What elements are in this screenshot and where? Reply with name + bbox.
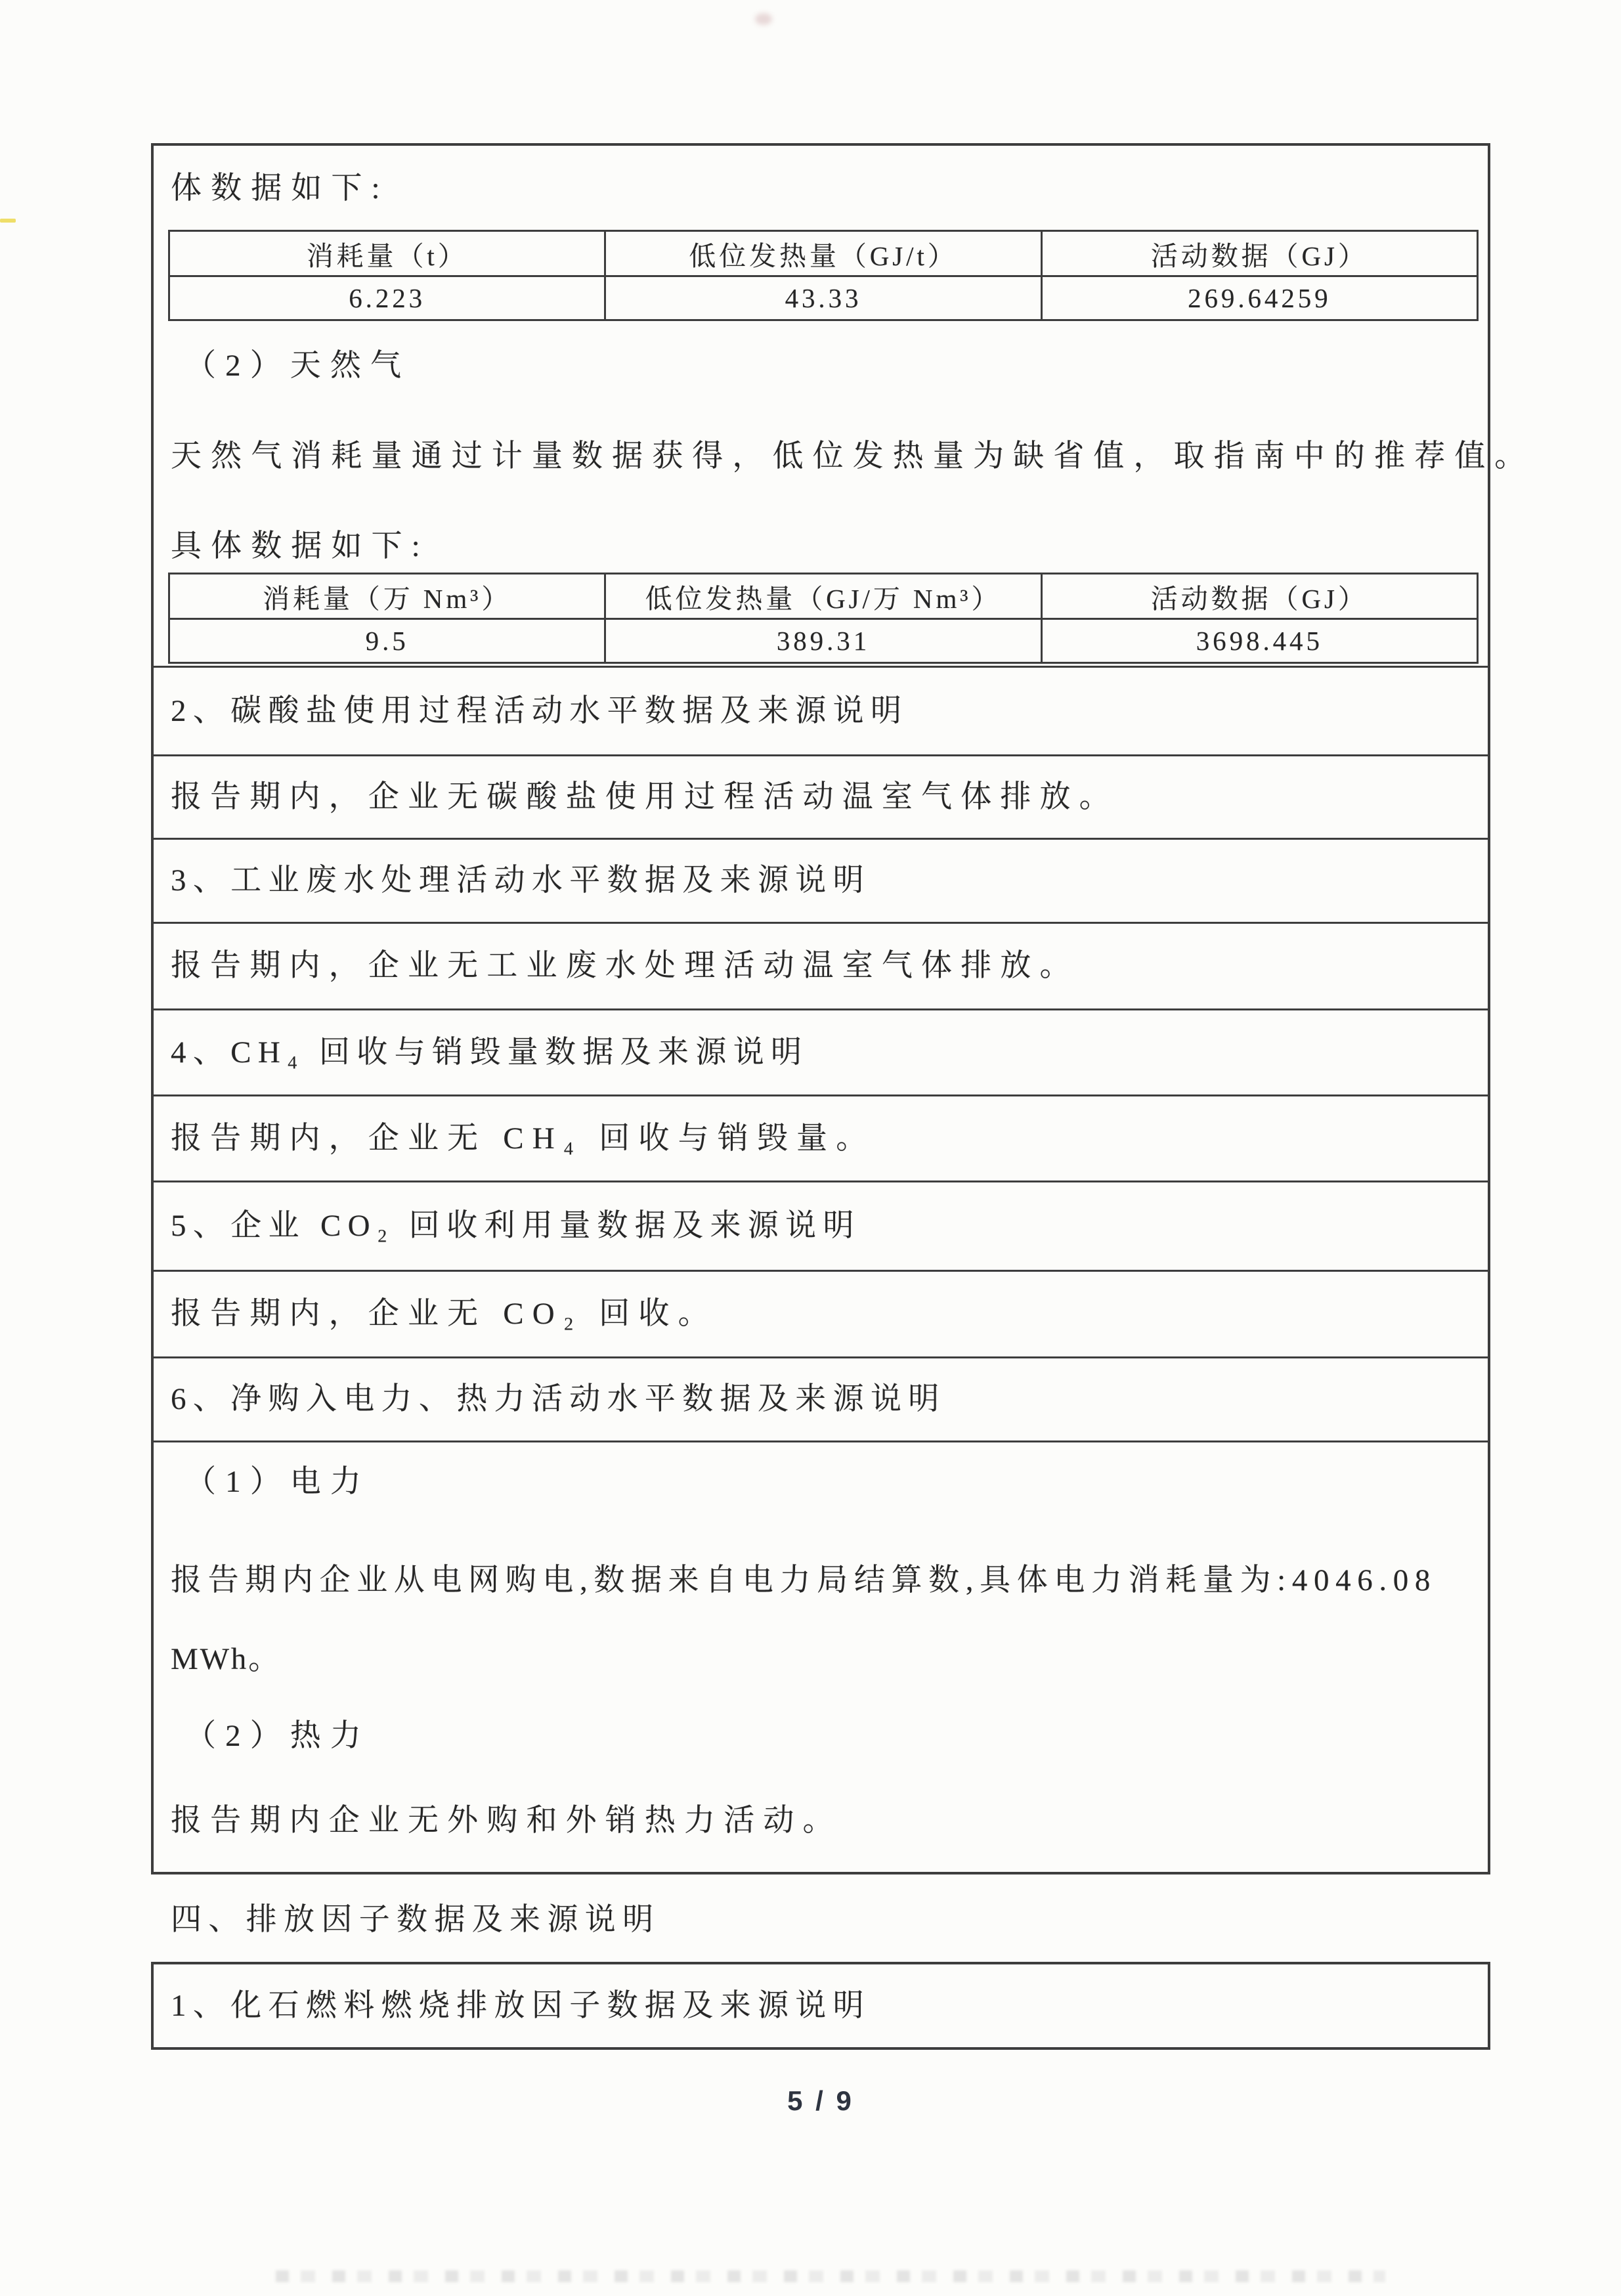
- natural-gas-description-text: 天然气消耗量通过计量数据获得，低位发热量为缺省值，取指南中的推荐值。: [171, 439, 1535, 473]
- table-value-heating-value: 389.31: [605, 619, 1041, 663]
- section-heading-text: 5、企业 CO₂ 回收利用量数据及来源说明: [171, 1209, 861, 1244]
- section-heading-text: 4、CH₄ 回收与销毁量数据及来源说明: [171, 1035, 809, 1070]
- table-value-activity-data: 3698.445: [1041, 619, 1477, 663]
- section-row-co2-body: [154, 1272, 1488, 1356]
- scan-artifact-yellow-streak: [0, 219, 16, 223]
- power-heat-cell: [154, 1442, 1488, 1874]
- heat-description-text: 报告期内企业无外购和外销热力活动。: [171, 1804, 842, 1838]
- diesel-data-intro-text: 体数据如下:: [171, 171, 389, 206]
- section-heading-text: 2、碳酸盐使用过程活动水平数据及来源说明: [171, 693, 909, 728]
- section-row-ch4-body: [154, 1096, 1488, 1180]
- table-header-heating-value: 低位发热量（GJ/t）: [605, 231, 1041, 276]
- table-value-consumption: 6.223: [169, 276, 605, 320]
- section-row-wastewater-body: [154, 924, 1488, 1008]
- emission-factor-section-heading: 四、排放因子数据及来源说明: [171, 1903, 660, 1937]
- table-header-consumption: 消耗量（t）: [169, 231, 605, 276]
- electricity-subheading: （1）电力: [185, 1465, 370, 1499]
- activity-level-data-table: [151, 143, 1535, 1874]
- table-header-activity-data: 活动数据（GJ）: [1041, 574, 1477, 619]
- section-body-text: 报告期内，企业无碳酸盐使用过程活动温室气体排放。: [171, 779, 1119, 814]
- emission-factor-table: [151, 1962, 1490, 2050]
- table-header-consumption: 消耗量（万 Nm³）: [169, 574, 605, 619]
- table-value-heating-value: 43.33: [605, 276, 1041, 320]
- section-row-carbonate-body: [154, 756, 1488, 838]
- natural-gas-data-intro-text: 具体数据如下:: [171, 529, 429, 563]
- section-row-co2-heading: [154, 1182, 1488, 1270]
- table-header-heating-value: 低位发热量（GJ/万 Nm³）: [605, 574, 1041, 619]
- natural-gas-consumption-table: [168, 573, 1479, 664]
- electricity-description-text: 报告期内企业从电网购电,数据来自电力局结算数,具体电力消耗量为:4046.08: [171, 1563, 1437, 1597]
- section-body-text: 报告期内，企业无 CH₄ 回收与销毁量。: [171, 1121, 876, 1156]
- section-heading-text: 3、工业废水处理活动水平数据及来源说明: [171, 863, 871, 898]
- section-heading-text: 6、净购入电力、热力活动水平数据及来源说明: [171, 1382, 946, 1417]
- scan-artifact-smudge: [755, 13, 772, 25]
- section-row-ch4-heading: [154, 1010, 1488, 1094]
- section-row-power-heat-heading: [154, 1358, 1488, 1440]
- section-body-text: 报告期内，企业无工业废水处理活动温室气体排放。: [171, 949, 1079, 984]
- section-row-carbonate-heading: [154, 668, 1488, 754]
- section-body-text: 报告期内，企业无 CO₂ 回收。: [171, 1297, 718, 1332]
- fossil-fuel-emission-factor-heading: 1、化石燃料燃烧排放因子数据及来源说明: [171, 1988, 871, 2023]
- scan-bleedthrough-noise: [276, 2270, 1385, 2282]
- table-value-consumption: 9.5: [169, 619, 605, 663]
- diesel-consumption-table: [168, 230, 1479, 321]
- electricity-unit-text: MWh。: [171, 1642, 281, 1676]
- page-number: 5 / 9: [787, 2085, 854, 2116]
- fossil-fuel-activity-cell: [154, 146, 1535, 666]
- table-value-activity-data: 269.64259: [1041, 276, 1477, 320]
- table-header-activity-data: 活动数据（GJ）: [1041, 231, 1477, 276]
- natural-gas-subheading: （2）天然气: [185, 349, 411, 383]
- section-row-wastewater-heading: [154, 840, 1488, 922]
- heat-subheading: （2）热力: [185, 1719, 370, 1753]
